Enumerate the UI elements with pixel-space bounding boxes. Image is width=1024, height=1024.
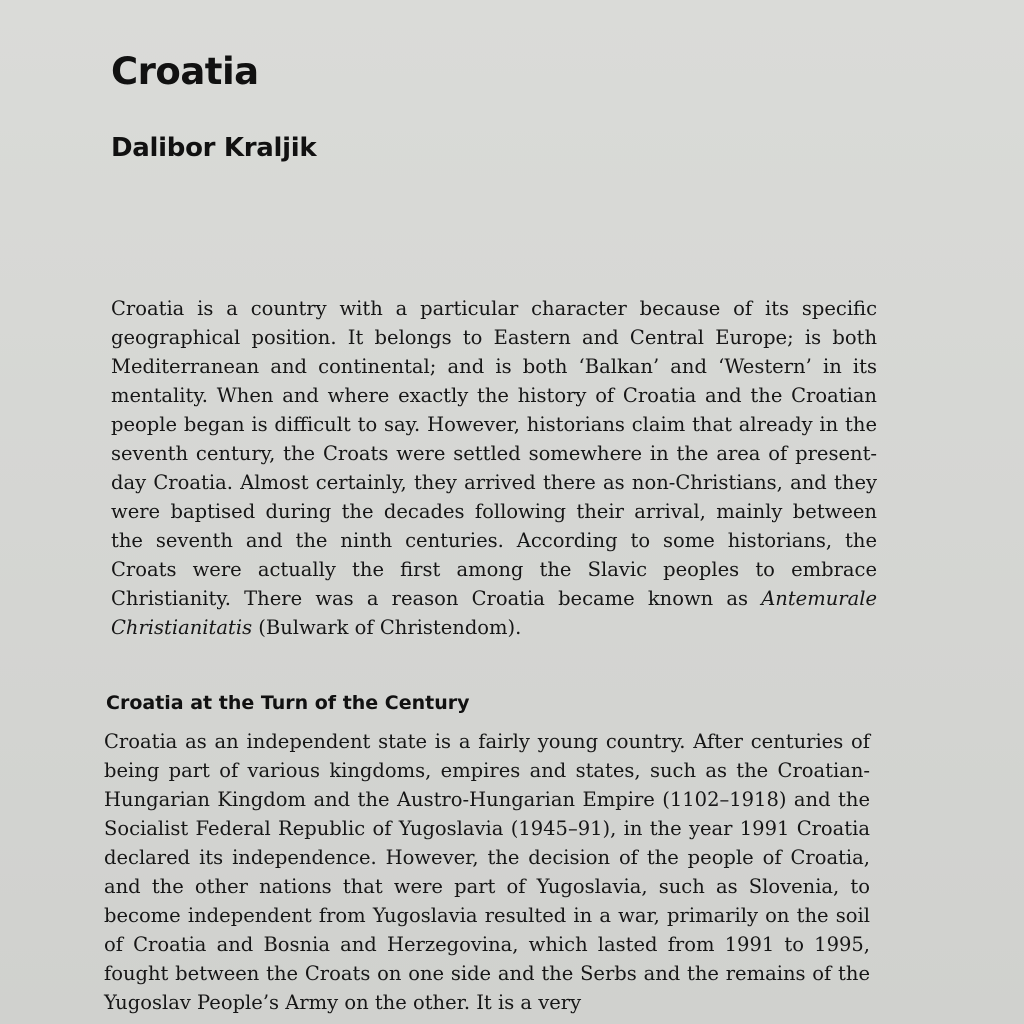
intro-paragraph [111, 294, 877, 642]
latin-phrase: Antemurale Christianitatis [111, 587, 877, 639]
section-heading: Croatia at the Turn of the Century [106, 692, 470, 714]
chapter-author: Dalibor Kraljik [111, 133, 317, 163]
intro-text-end: (Bulwark of Christendom). [252, 616, 522, 639]
intro-text-start: Croatia is a country with a particular character because of its specific geographical position. It belongs to Eastern and Central Europe; is both Mediterranean and continental; and is both ‘Balkan’ and ‘Western’ in its mentality. When and where exactly the history of Croatia and the Croatian people began is difficult to say. However, historians claim that already in the seventh century, the Croats were settled somewhere in the area of present-day Croatia. Almost certainly, they arrived there as non-Christians, and they were baptised during the decades following their arrival, mainly between the seventh and the ninth centuries. According to some historians, the Croats were actually the first among the Slavic peoples to embrace Christianity. There was a reason Croatia became known as [111, 297, 877, 610]
section-paragraph: Croatia as an independent state is a fairly young country. After centuries of being part of various kingdoms, empires and states, such as the Croatian-Hungarian Kingdom and the Austro-Hungarian Empire (1102–1918) and the Socialist Federal Republic of Yugoslavia (1945–91), in the year 1991 Croatia declared its independence. However, the decision of the people of Croatia, and the other nations that were part of Yugoslavia, such as Slovenia, to become independent from Yugoslavia resulted in a war, primarily on the soil of Croatia and Bosnia and Herzegovina, which lasted from 1991 to 1995, fought between the Croats on one side and the Serbs and the remains of the Yugoslav People’s Army on the other. It is a very [104, 730, 870, 1014]
chapter-title: Croatia [111, 50, 259, 93]
